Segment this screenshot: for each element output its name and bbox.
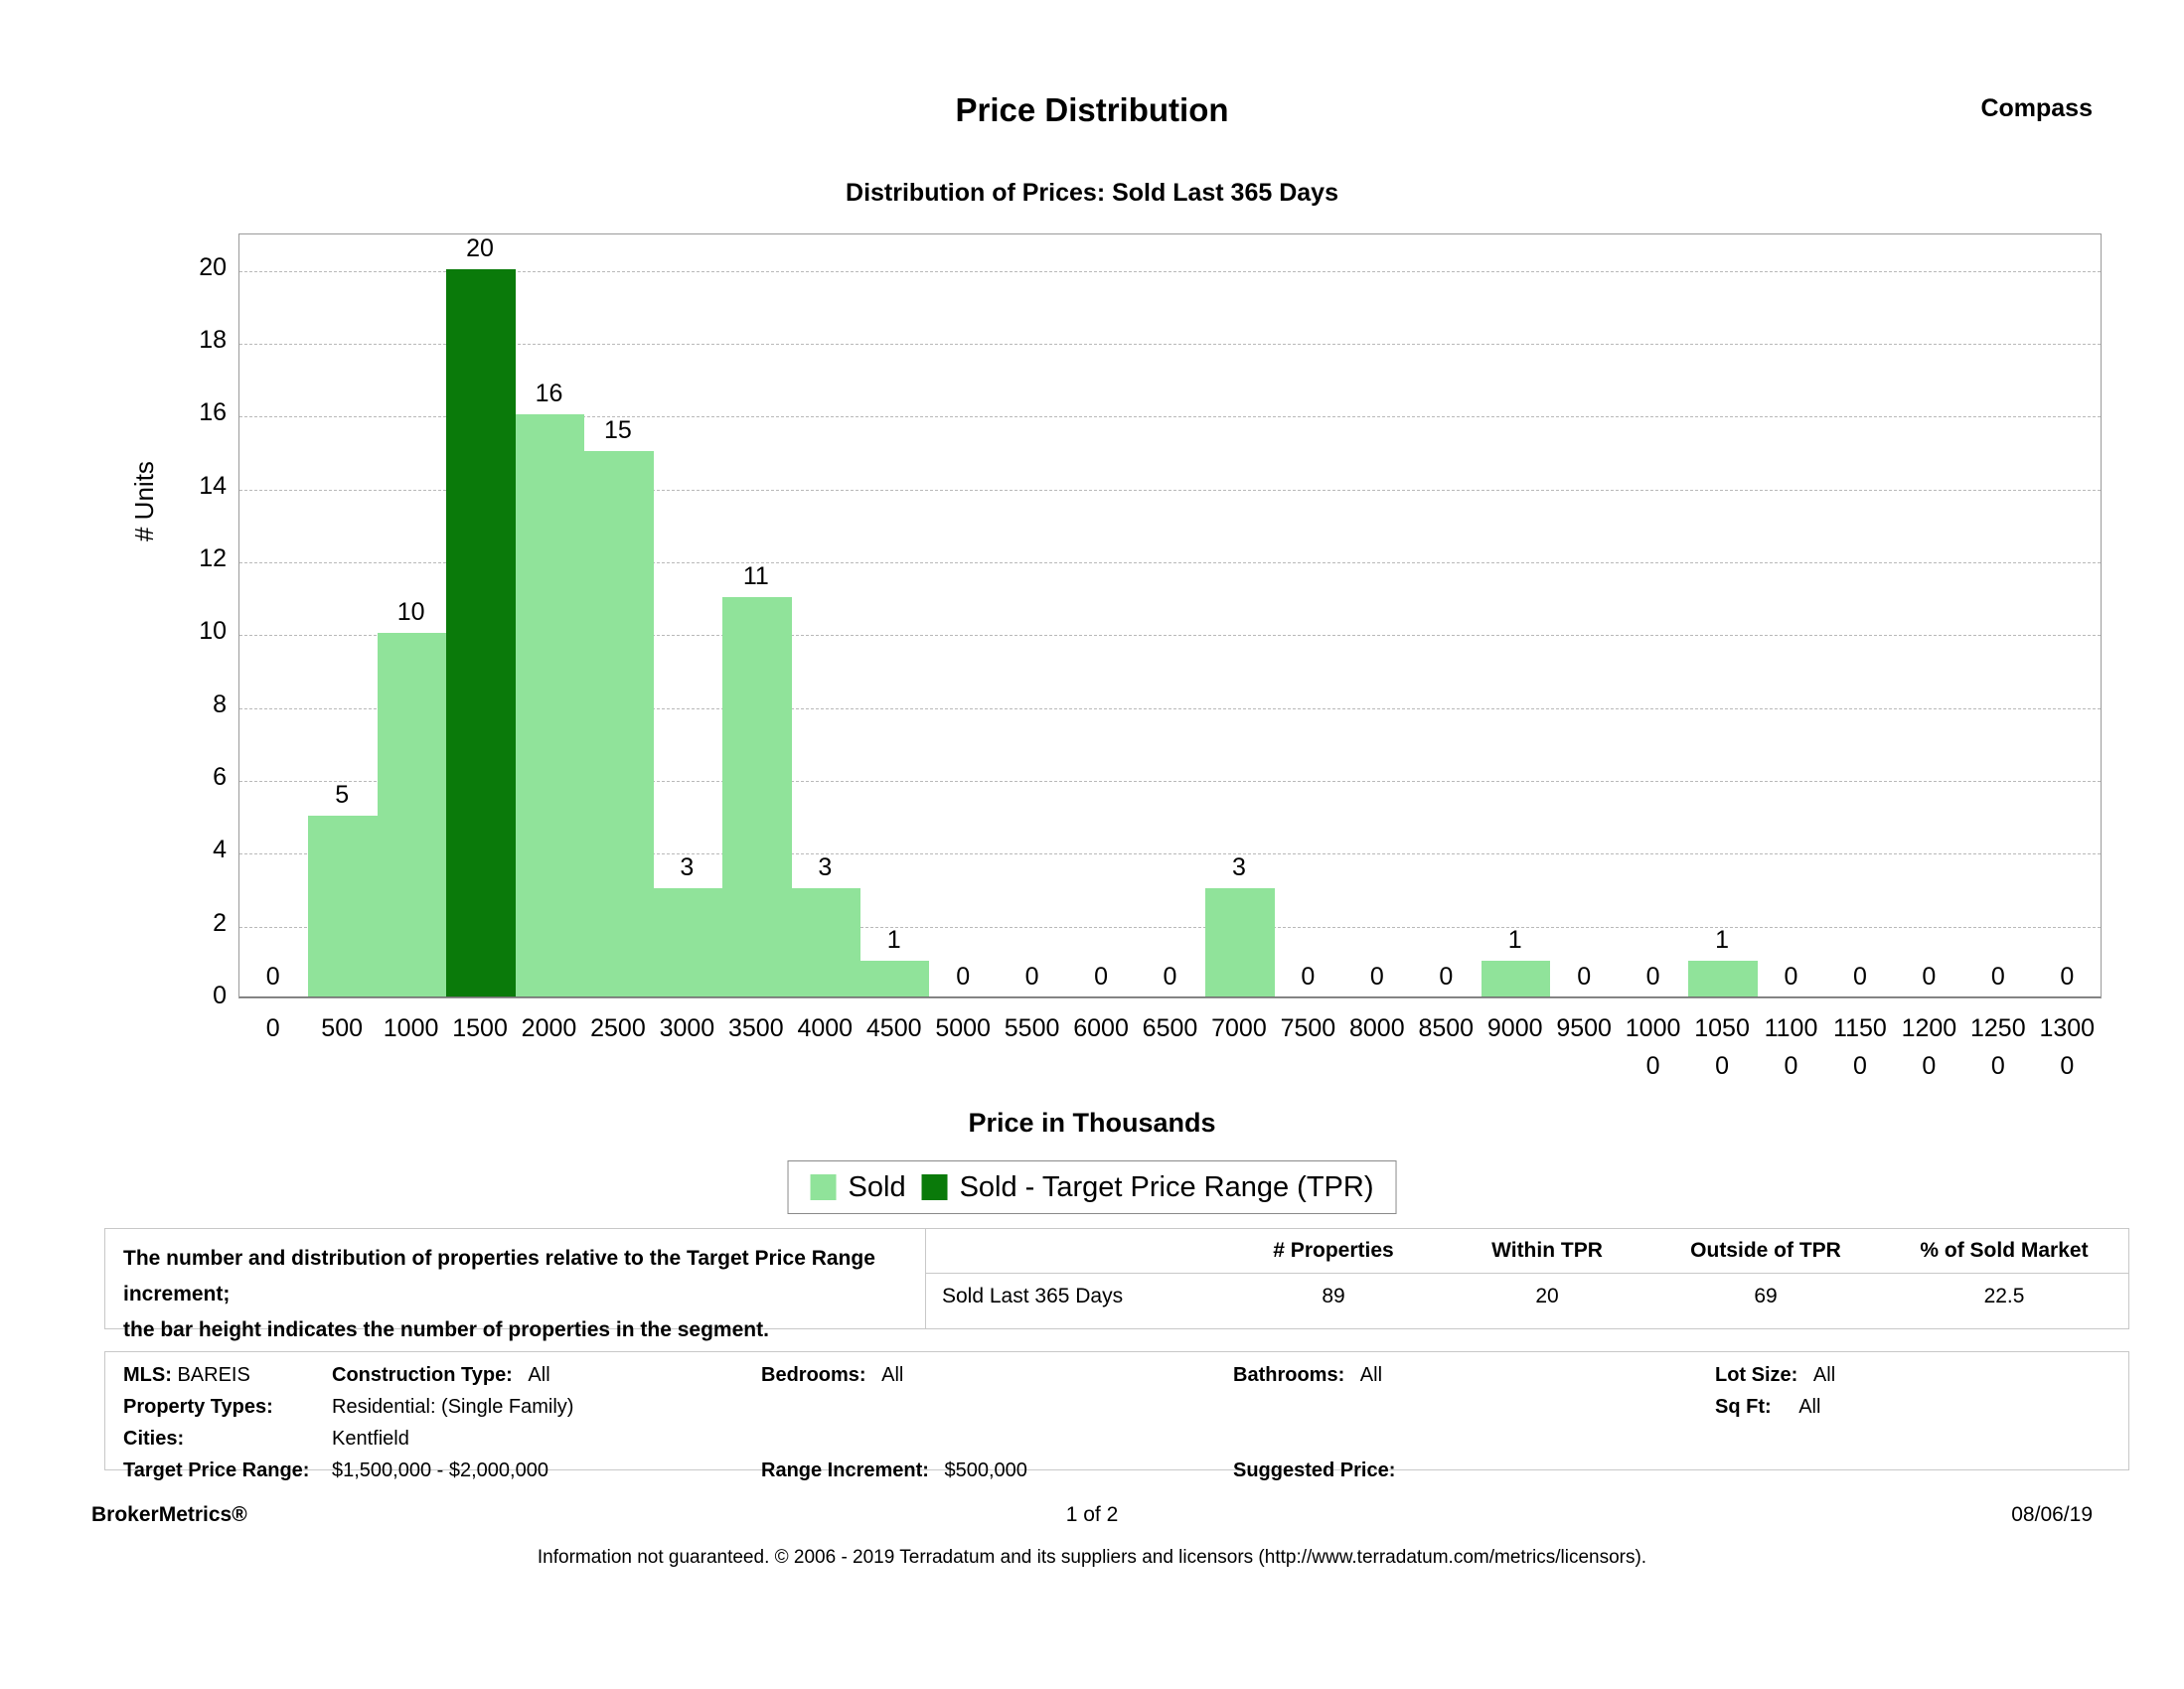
x-axis-tick: 3500 [728,1014,784,1042]
histogram-bar [516,414,584,998]
legend-label-tpr: Sold - Target Price Range (TPR) [959,1170,1374,1203]
bar-value-label: 1 [1715,926,1729,955]
histogram-bar [446,269,515,998]
bar-value-label: 0 [1301,963,1316,991]
x-axis-tick: 9500 [1556,1014,1612,1042]
bar-value-label: 10 [396,598,425,627]
x-axis-tick: 1050 [1694,1014,1750,1042]
criteria-sq-ft-label: Sq Ft: [1715,1396,1772,1418]
summary-description [105,1229,926,1341]
x-axis-tick: 6000 [1073,1014,1129,1042]
footer-brand: BrokerMetrics® [91,1503,247,1526]
chart-subtitle: Distribution of Prices: Sold Last 365 Days [846,179,1338,207]
criteria-suggested-price [1233,1459,1405,1482]
bar-value-label: 0 [1024,963,1039,991]
histogram-bar [1482,961,1550,998]
x-axis-tick: 1500 [452,1014,508,1042]
criteria-target-price-range-value-row [332,1459,548,1482]
histogram-bar [378,633,446,998]
x-axis-tick: 0 [265,1014,280,1042]
x-axis-tick: 6500 [1142,1014,1198,1042]
x-axis-tick: 1150 [1833,1014,1887,1042]
bar-value-label: 0 [1645,963,1660,991]
criteria-target-price-range-value: $1,500,000 - $2,000,000 [332,1459,548,1481]
criteria-sq-ft [1715,1396,1820,1419]
summary-panel [104,1228,2129,1341]
histogram-bar [1205,888,1274,998]
criteria-property-types-label: Property Types: [123,1396,273,1418]
x-axis-label: Price in Thousands [968,1108,1216,1138]
bar-value-label: 0 [265,963,280,991]
histogram-bar [584,451,653,998]
x-axis-tick-second-line: 0 [1784,1052,1798,1080]
bar-value-label: 0 [1784,963,1798,991]
criteria-bedrooms [761,1364,903,1387]
bar-value-label: 3 [1231,853,1246,881]
bar-value-label: 20 [466,233,494,262]
bar-value-label: 0 [1163,963,1177,991]
bar-value-label: 0 [1852,963,1867,991]
histogram-bar [1688,961,1757,998]
bar-value-label: 3 [680,853,695,881]
criteria-bathrooms-value: All [1359,1364,1383,1386]
legend-item-sold [811,1171,906,1204]
x-axis-tick: 2000 [521,1014,577,1042]
criteria-range-increment-label: Range Increment: [761,1459,929,1481]
bar-value-label: 11 [742,561,769,590]
summary-row-label: Sold Last 365 Days [942,1284,1124,1307]
y-axis-tick: 16 [199,398,227,427]
criteria-bathrooms-label: Bathrooms: [1233,1364,1345,1386]
bars-layer [239,234,2101,998]
x-axis-tick: 7500 [1280,1014,1336,1042]
histogram-bar [792,888,860,998]
bar-value-label: 1 [1507,926,1522,955]
chart-plot-area [238,233,2102,998]
criteria-sq-ft-value: All [1798,1396,1821,1418]
criteria-property-types-value-row [332,1396,573,1419]
y-axis-tick: 4 [213,836,227,864]
y-axis-tick: 20 [199,252,227,281]
criteria-lot-size-value: All [1812,1364,1836,1386]
bar-value-label: 0 [1439,963,1454,991]
footer-page-number: 1 of 2 [1065,1503,1119,1526]
legend-swatch-sold-icon [811,1174,837,1200]
histogram-bar [860,961,929,998]
x-axis-tick: 5500 [1004,1014,1060,1042]
x-axis-tick: 2500 [590,1014,646,1042]
histogram-bar [722,597,791,998]
bar-value-label: 5 [335,780,350,809]
x-axis-tick: 3000 [659,1014,715,1042]
y-axis-tick: 10 [199,617,227,646]
criteria-suggested-price-label: Suggested Price: [1233,1459,1396,1481]
criteria-mls [123,1364,250,1387]
x-axis-tick-second-line: 0 [1645,1052,1660,1080]
summary-table-row [926,1274,2128,1318]
criteria-cities-value-row [332,1428,409,1451]
bar-value-label: 0 [956,963,971,991]
x-axis-tick: 1100 [1764,1014,1818,1042]
x-axis-tick: 500 [321,1014,364,1042]
summary-row-outside-tpr: 69 [1754,1284,1778,1307]
footer-date: 08/06/19 [2011,1503,2093,1526]
criteria-construction-type-value: All [528,1364,550,1386]
bar-value-label: 15 [604,416,632,444]
bar-value-label: 0 [1094,963,1108,991]
bar-value-label: 0 [1577,963,1592,991]
x-axis-tick: 1300 [2039,1014,2096,1042]
page-title: Price Distribution [955,91,1229,128]
summary-row-percent-sold: 22.5 [1983,1284,2025,1307]
summary-description-line1: The number and distribution of properties relative to the Target Price Range increment; [123,1247,875,1305]
y-axis-tick: 2 [213,908,227,937]
y-axis-tick: 8 [213,690,227,718]
criteria-target-price-range [123,1459,309,1482]
x-axis-tick: 8500 [1418,1014,1475,1042]
x-axis-tick: 1250 [1970,1014,2026,1042]
brand-logo: Compass [1980,94,2093,122]
bar-value-label: 0 [1369,963,1384,991]
summary-row-within-tpr: 20 [1535,1284,1559,1307]
bar-value-label: 0 [1922,963,1937,991]
criteria-construction-type-label: Construction Type: [332,1364,513,1386]
criteria-bedrooms-value: All [881,1364,904,1386]
x-axis-tick: 5000 [935,1014,991,1042]
criteria-cities-value: Kentfield [332,1428,409,1450]
bar-value-label: 0 [1990,963,2005,991]
x-axis-tick: 1000 [1625,1014,1681,1042]
summary-header-within-tpr: Within TPR [1491,1239,1603,1262]
x-axis-tick-second-line: 0 [1990,1052,2005,1080]
legend-item-tpr [922,1171,1374,1204]
criteria-panel [104,1351,2129,1481]
criteria-mls-value: BAREIS [177,1364,250,1386]
summary-header-percent-sold: % of Sold Market [1920,1239,2089,1262]
summary-header-properties: # Properties [1273,1239,1394,1262]
y-axis-tick: 18 [199,326,227,354]
criteria-construction-type [332,1364,550,1387]
criteria-mls-label: MLS: [123,1364,172,1386]
criteria-bathrooms [1233,1364,1382,1387]
criteria-lot-size [1715,1364,1835,1387]
criteria-cities-label: Cities: [123,1428,185,1450]
y-axis-label: # Units [129,461,159,541]
summary-description-line2: the bar height indicates the number of properties in the segment. [123,1318,769,1341]
bar-value-label: 1 [886,926,901,955]
x-axis-tick: 7000 [1211,1014,1267,1042]
summary-row-properties: 89 [1322,1284,1345,1307]
criteria-range-increment-value: $500,000 [944,1459,1027,1481]
x-axis-tick: 8000 [1349,1014,1405,1042]
summary-table [926,1229,2128,1328]
legend-label-sold: Sold [848,1170,906,1203]
criteria-property-types [123,1396,273,1419]
x-axis-line [239,997,2101,998]
y-axis-tick: 12 [199,544,227,572]
x-axis-tick: 1200 [1901,1014,1957,1042]
criteria-cities [123,1428,184,1451]
criteria-property-types-value: Residential: (Single Family) [332,1396,574,1418]
y-axis-tick: 6 [213,763,227,791]
x-axis-tick-second-line: 0 [2060,1052,2075,1080]
criteria-lot-size-label: Lot Size: [1715,1364,1798,1386]
x-axis-tick-second-line: 0 [1922,1052,1937,1080]
summary-table-header [926,1229,2128,1274]
summary-header-outside-tpr: Outside of TPR [1690,1239,1841,1262]
chart-legend [788,1160,1397,1214]
bar-value-label: 3 [818,853,833,881]
x-axis-tick: 4000 [797,1014,854,1042]
criteria-range-increment [761,1459,1027,1482]
x-axis-tick: 4500 [865,1014,922,1042]
footer-disclaimer: Information not guaranteed. © 2006 - 2019 Terradatum and its suppliers and licensors (http://www.terradatum.com/metrics/licensors). [537,1547,1647,1568]
histogram-bar [654,888,722,998]
x-axis-tick: 1000 [383,1014,439,1042]
x-axis-tick-second-line: 0 [1715,1052,1729,1080]
x-axis-tick-second-line: 0 [1852,1052,1867,1080]
histogram-bar [308,816,377,998]
y-axis-tick: 14 [199,471,227,500]
criteria-target-price-range-label: Target Price Range: [123,1459,310,1481]
bar-value-label: 0 [2060,963,2075,991]
x-axis-tick: 9000 [1486,1014,1543,1042]
criteria-bedrooms-label: Bedrooms: [761,1364,866,1386]
legend-swatch-tpr-icon [922,1174,948,1200]
y-axis-tick: 0 [213,982,227,1009]
bar-value-label: 16 [535,380,563,408]
